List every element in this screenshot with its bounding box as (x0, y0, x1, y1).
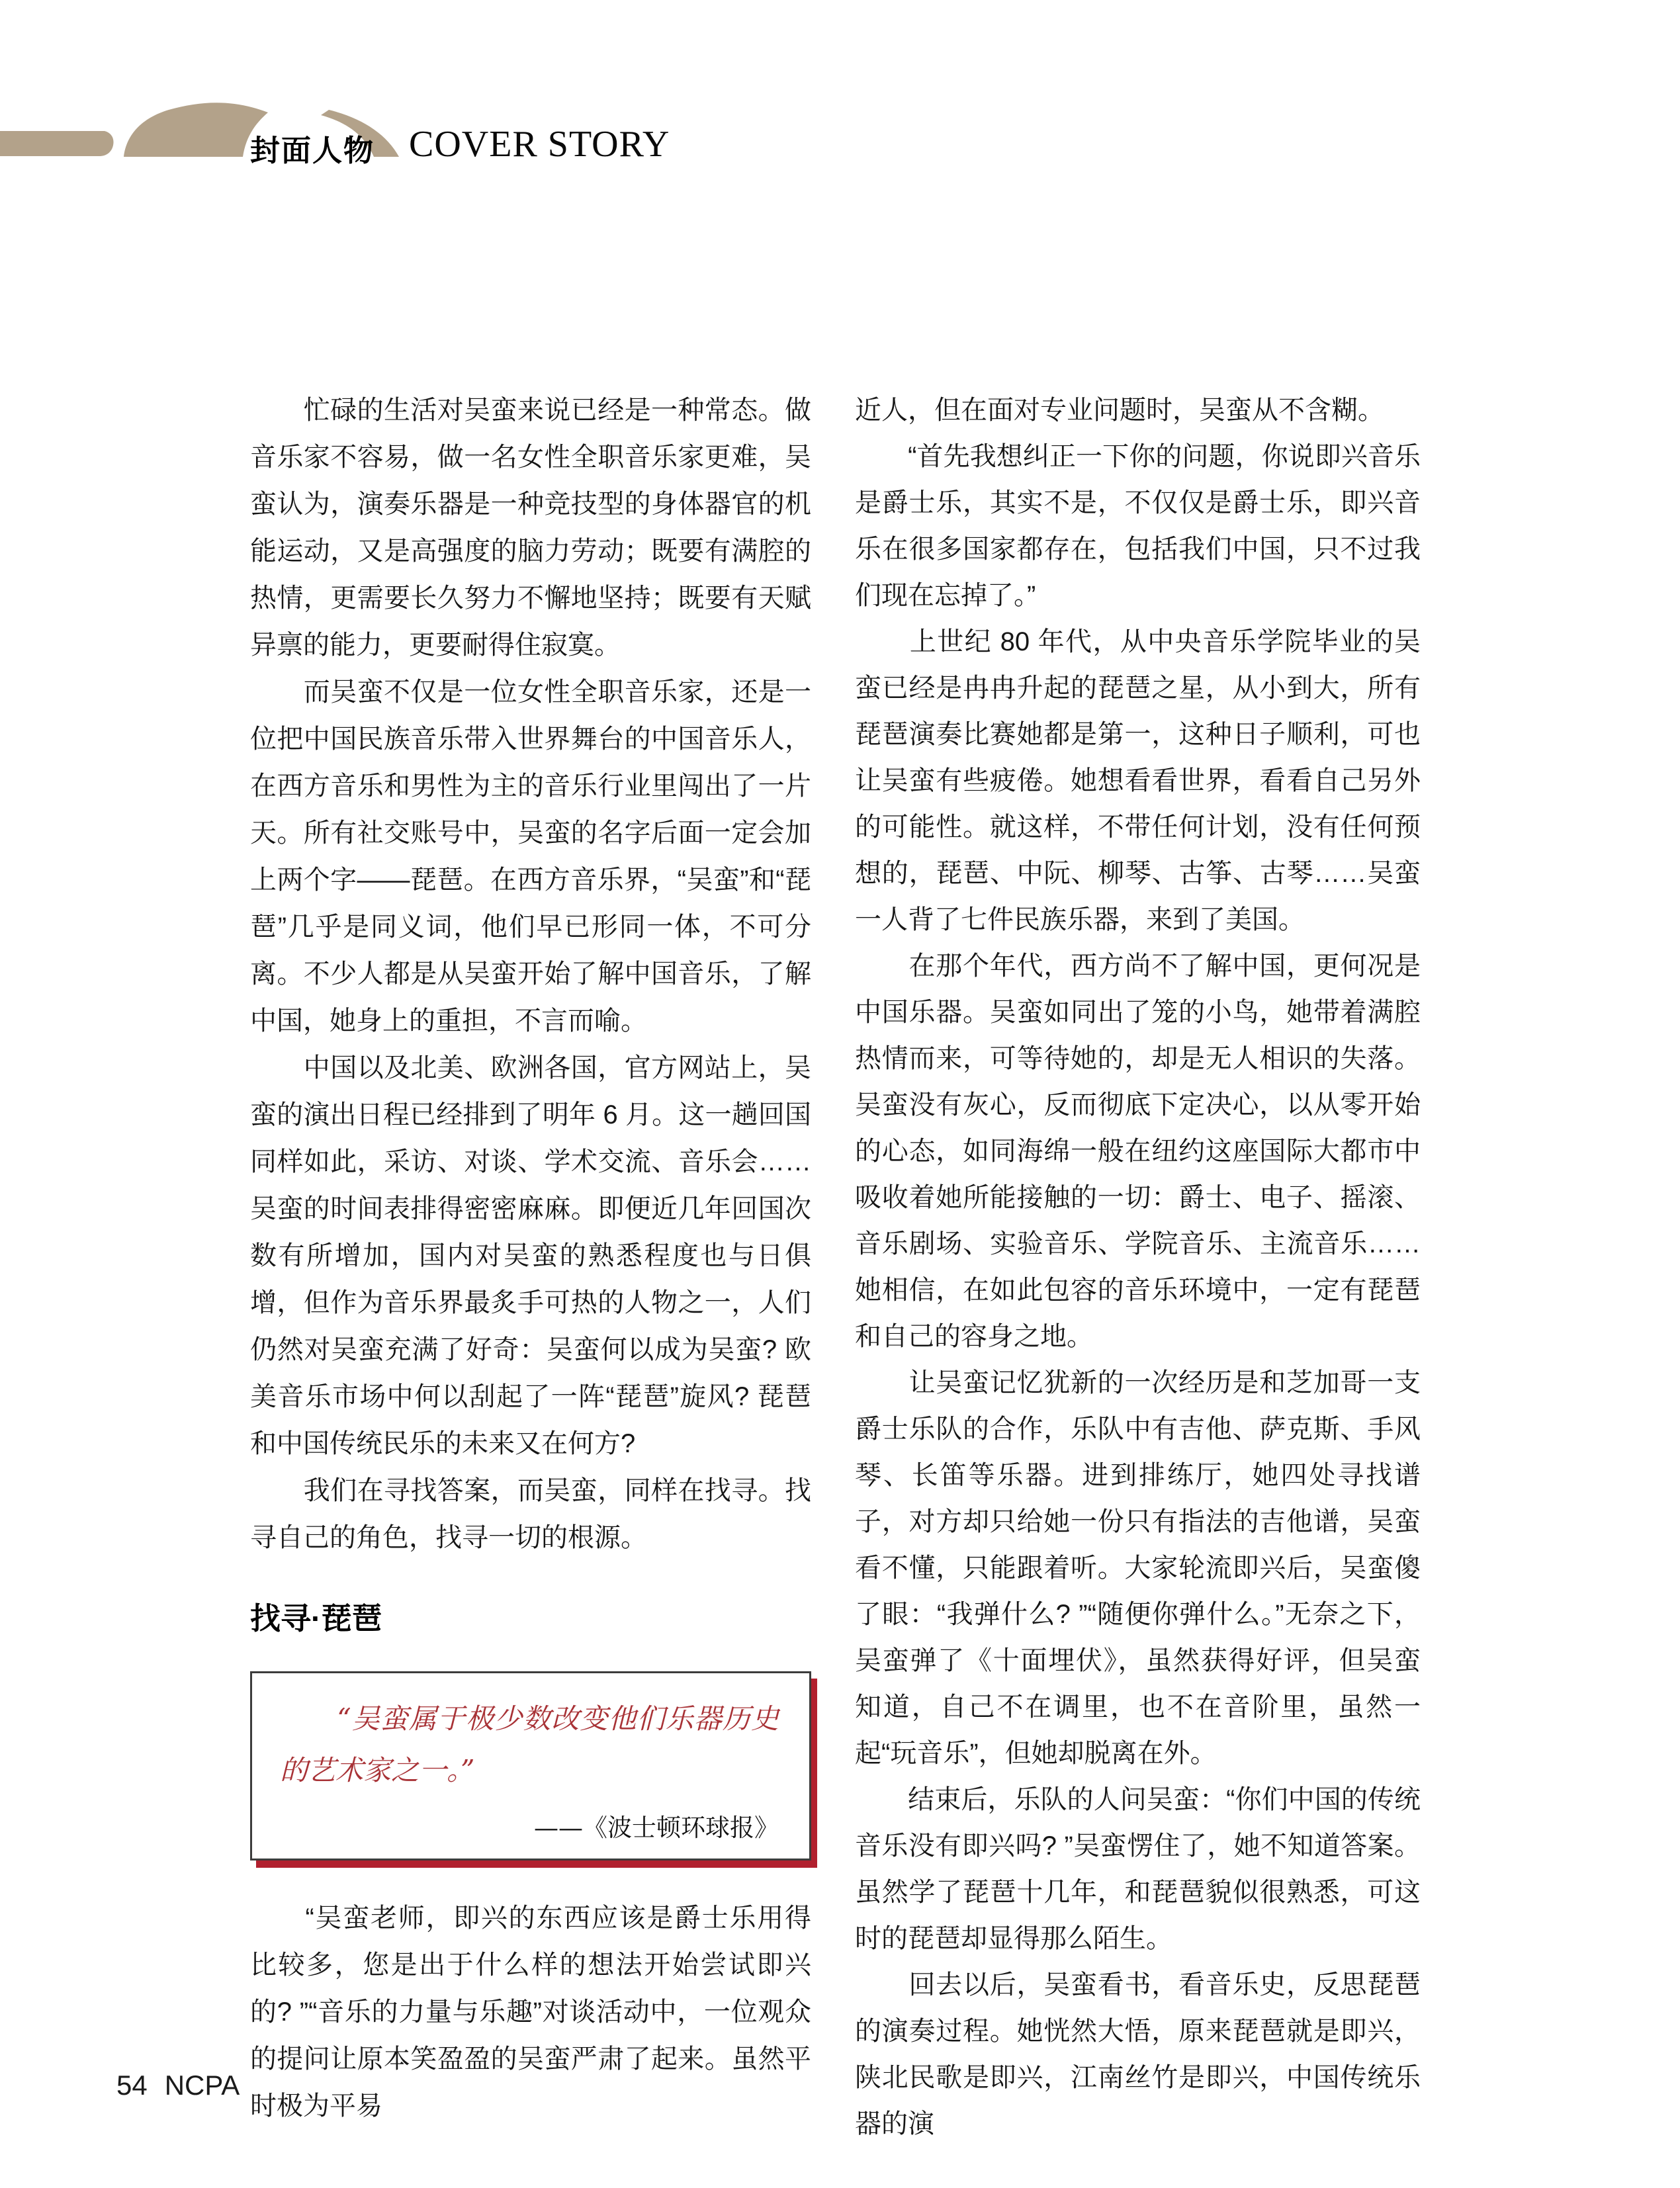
paragraph: 近人，但在面对专业问题时，吴蛮从不含糊。 (855, 396, 1384, 425)
logo-bar-shape (0, 131, 114, 156)
paragraph: 中国以及北美、欧洲各国，官方网站上，吴蛮的演出日程已经排到了明年 6 月。这一趟回国同样如此，采访、对谈、学术交流、音乐会……吴蛮的时间表排得密密麻麻。即便近几年回国次数有所增加，国内对吴蛮的熟悉程度也与日俱增，但作为音乐界最炙手可热的人物之一，人们仍然对吴蛮充满了好奇：吴蛮何以成为吴蛮? 欧美音乐市场中何以刮起了一阵“琵琶”旋风? 琵琶和中国传统民乐的未来又在何方? (250, 1053, 811, 1458)
page-footer (116, 2070, 240, 2101)
section-title-zh: 封面人物 (250, 134, 375, 167)
magazine-name: NCPA (164, 2070, 240, 2101)
paragraph: 上世纪 80 年代，从中央音乐学院毕业的吴蛮已经是冉冉升起的琵琶之星，从小到大，所有琵琶演奏比赛她都是第一，这种日子顺利，可也让吴蛮有些疲倦。她想看看世界，看看自己另外的可能性。就这样，不带任何计划，没有任何预想的，琵琶、中阮、柳琴、古筝、古琴……吴蛮一人背了七件民族乐器，来到了美国。 (855, 627, 1421, 934)
left-paragraph-group-2 (250, 1895, 811, 2130)
left-paragraph-group-1 (250, 387, 811, 1561)
pull-quote-box (250, 1671, 811, 1860)
right-column (855, 387, 1421, 2147)
paragraph: “首先我想纠正一下你的问题，你说即兴音乐是爵士乐，其实不是，不仅仅是爵士乐，即兴音乐在很多国家都存在，包括我们中国，只不过我们现在忘掉了。” (855, 442, 1421, 610)
paragraph: 结束后，乐队的人问吴蛮：“你们中国的传统音乐没有即兴吗? ”吴蛮愣住了，她不知道答案。虽然学了琵琶十几年，和琵琶貌似很熟悉，可这时的琵琶却显得那么陌生。 (855, 1785, 1421, 1953)
right-paragraph-group (855, 387, 1421, 2147)
paragraph: 我们在寻找答案，而吴蛮，同样在找寻。找寻自己的角色，找寻一切的根源。 (250, 1476, 811, 1552)
page-number: 54 (116, 2070, 148, 2101)
section-title-en: COVER STORY (409, 124, 670, 165)
paragraph: 而吴蛮不仅是一位女性全职音乐家，还是一位把中国民族音乐带入世界舞台的中国音乐人，在西方音乐和男性为主的音乐行业里闯出了一片天。所有社交账号中，吴蛮的名字后面一定会加上两个字——琵琶。在西方音乐界，“吴蛮”和“琵琶”几乎是同义词，他们早已形同一体，不可分离。不少人都是从吴蛮开始了解中国音乐，了解中国，她身上的重担，不言而喻。 (250, 678, 811, 1035)
logo-leaf-shape (124, 103, 268, 157)
paragraph: 在那个年代，西方尚不了解中国，更何况是中国乐器。吴蛮如同出了笼的小鸟，她带着满腔热情而来，可等待她的，却是无人相识的失落。吴蛮没有灰心，反而彻底下定决心，以从零开始的心态，如同海绵一般在纽约这座国际大都市中吸收着她所能接触的一切：爵士、电子、摇滚、音乐剧场、实验音乐、学院音乐、主流音乐……她相信，在如此包容的音乐环境中，一定有琵琶和自己的容身之地。 (855, 951, 1421, 1351)
pull-quote-attribution: ——《波士顿环球报》 (534, 1814, 779, 1842)
paragraph: “吴蛮老师，即兴的东西应该是爵士乐用得比较多，您是出于什么样的想法开始尝试即兴的? ”“音乐的力量与乐趣”对谈活动中，一位观众的提问让原本笑盈盈的吴蛮严肃了起来。虽然平时极为平易 (250, 1904, 811, 2121)
left-column (250, 387, 811, 2130)
section-heading: 找寻·琵琶 (250, 1601, 382, 1636)
paragraph: 忙碌的生活对吴蛮来说已经是一种常态。做音乐家不容易，做一名女性全职音乐家更难，吴蛮认为，演奏乐器是一种竞技型的身体器官的机能运动，又是高强度的脑力劳动；既要有满腔的热情，更需要长久努力不懈地坚持；既要有天赋异禀的能力，更要耐得住寂寞。 (250, 396, 811, 660)
paragraph: 让吴蛮记忆犹新的一次经历是和芝加哥一支爵士乐队的合作，乐队中有吉他、萨克斯、手风琴、长笛等乐器。进到排练厅，她四处寻找谱子，对方却只给她一份只有指法的吉他谱，吴蛮看不懂，只能跟着听。大家轮流即兴后，吴蛮傻了眼：“我弹什么? ”“随便你弹什么。”无奈之下，吴蛮弹了《十面埋伏》，虽然获得好评，但吴蛮知道，自己不在调里，也不在音阶里，虽然一起“玩音乐”，但她却脱离在外。 (855, 1368, 1421, 1768)
pull-quote-text: “吴蛮属于极少数改变他们乐器历史的艺术家之一。” (280, 1702, 779, 1786)
paragraph: 回去以后，吴蛮看书，看音乐史，反思琵琶的演奏过程。她恍然大悟，原来琵琶就是即兴，陕北民歌是即兴，江南丝竹是即兴，中国传统乐器的演 (855, 1970, 1421, 2138)
